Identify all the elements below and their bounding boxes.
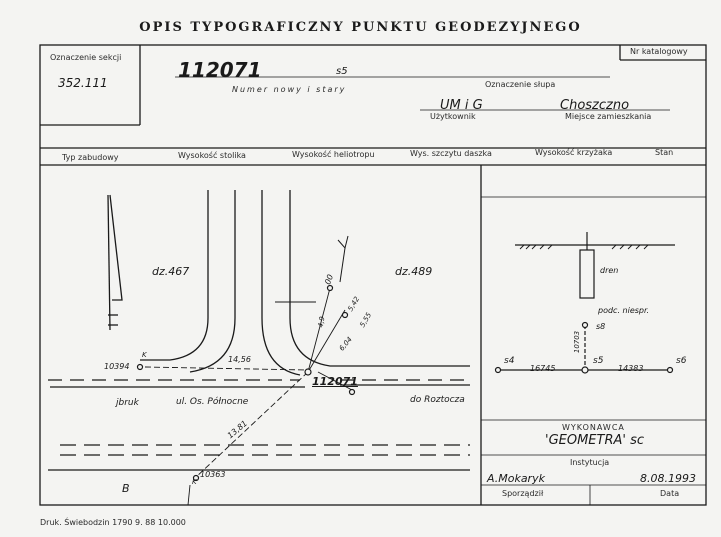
contractor-value: 'GEOMETRA' sc (545, 433, 645, 448)
area-b: B (122, 482, 130, 495)
contractor-label: WYKONAWCA (562, 423, 625, 432)
user-label: Użytkownik (430, 112, 476, 121)
s4-label: s4 (504, 356, 515, 366)
point-10363: 10363 (200, 470, 226, 479)
podc-label: podc. niespr. (598, 306, 650, 315)
attr-cross-height: Wysokość krzyżaka (535, 148, 613, 157)
section-value: 352.111 (58, 76, 108, 90)
print-note: Druk. Świebodzin 1790 9. 88 10.000 (40, 518, 186, 527)
author-label: Sporządził (502, 489, 544, 498)
street-name: ul. Os. Północne (176, 397, 249, 407)
dim-14383: 14383 (618, 364, 644, 373)
attr-heliotrope-height: Wysokość heliotropu (292, 150, 375, 159)
attr-roof-height: Wys. szczytu daszka (410, 149, 492, 158)
s6-label: s6 (676, 356, 687, 366)
date-label: Data (660, 489, 680, 498)
post-value: s5 (336, 66, 348, 77)
dim-4-9: 4,9 (316, 315, 327, 329)
dim-16745: 16745 (530, 364, 556, 373)
date-value: 8.08.1993 (640, 472, 696, 485)
parcel-left: dz.467 (152, 265, 190, 278)
dim-5-55: 5,55 (358, 311, 374, 329)
marker-k-left: K (142, 351, 147, 359)
form-title: OPIS TYPOGRAFICZNY PUNKTU GEODEZYJNEGO (139, 20, 582, 35)
dim-5-42: 5,42 (346, 295, 362, 313)
drain-label: dren (600, 266, 619, 275)
dim-10703: 10703 (573, 330, 582, 354)
sign-00: 00 (323, 273, 336, 286)
attr-building-type: Typ zabudowy (62, 153, 119, 162)
point-number: 112071 (178, 58, 262, 82)
attr-state: Stan (655, 148, 674, 157)
catalog-label: Nr katalogowy (630, 47, 688, 56)
place-label: Miejsce zamieszkania (565, 112, 652, 121)
main-point-label: 112071 (312, 375, 358, 388)
road-material: jbruk (116, 398, 139, 408)
author-value: A.Mokaryk (487, 472, 545, 485)
section-label: Oznaczenie sekcji (50, 53, 122, 62)
point-10394: 10394 (104, 362, 130, 371)
place-value: Choszczno (560, 98, 630, 113)
direction-label: do Roztocza (410, 395, 465, 405)
institution-label: Instytucja (570, 458, 610, 467)
dim-6-04: 6,04 (337, 335, 354, 353)
attr-table-height: Wysokość stolika (178, 151, 246, 160)
s5-label: s5 (593, 356, 604, 366)
dim-13-81: 13,81 (225, 418, 250, 441)
user-value: UM i G (440, 98, 483, 113)
marker-k-bottom: K (192, 478, 197, 486)
dim-14-56: 14,56 (228, 355, 251, 364)
parcel-right: dz.489 (395, 265, 433, 278)
s8-label: s8 (596, 322, 606, 331)
number-label: Numer nowy i stary (232, 85, 347, 94)
post-label: Oznaczenie słupa (485, 80, 556, 89)
